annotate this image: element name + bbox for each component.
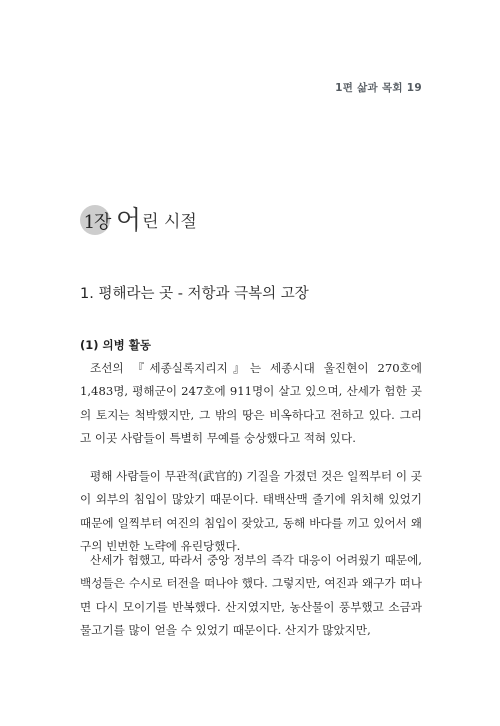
subsection-title: (1) 의병 활동 bbox=[80, 338, 151, 352]
section-title: 1. 평해라는 곳 - 저항과 극복의 고장 bbox=[80, 286, 309, 302]
chapter-number-badge bbox=[80, 202, 114, 236]
chapter-title-rest: 린 시절 bbox=[142, 212, 197, 232]
chapter-heading bbox=[80, 196, 197, 236]
chapter-number: 1장 bbox=[83, 212, 111, 233]
body-paragraph: 조선의 『세종실록지리지』는 세종시대 울진현이 270호에 1,483명, 평해군이 247호에 911명이 살고 있으며, 산세가 험한 곳의 토지는 척박했지만, 그 밖의 땅은 비옥하다고 전하고 있다. 그리고 이곳 사람들이 특별히 무예를 숭상했다고 적혀 있다. bbox=[80, 361, 422, 445]
running-head: 1편 삶과 목회 19 bbox=[335, 82, 422, 94]
body-paragraph: 산세가 험했고, 따라서 중앙 정부의 즉각 대응이 어려웠기 때문에, 백성들은 수시로 터전을 떠나야 했다. 그렇지만, 여진과 왜구가 떠나면 다시 모이기를 반복했다. 산지였지만, 농산물이 풍부했고 소금과 물고기를 많이 얻을 수 있었기 때문이다. 산지가 많았지만, bbox=[80, 553, 422, 637]
body-paragraph: 평해 사람들이 무관적(武官的) 기질을 가졌던 것은 일찍부터 이 곳이 외부의 침입이 많았기 때문이다. 태백산맥 줄기에 위치해 있었기 때문에 일찍부터 여진의 침입이 잦았고, 동해 바다를 끼고 있어서 왜구의 빈번한 노략에 유린당했다. bbox=[80, 469, 422, 553]
chapter-title-initial: 어 bbox=[116, 206, 142, 236]
